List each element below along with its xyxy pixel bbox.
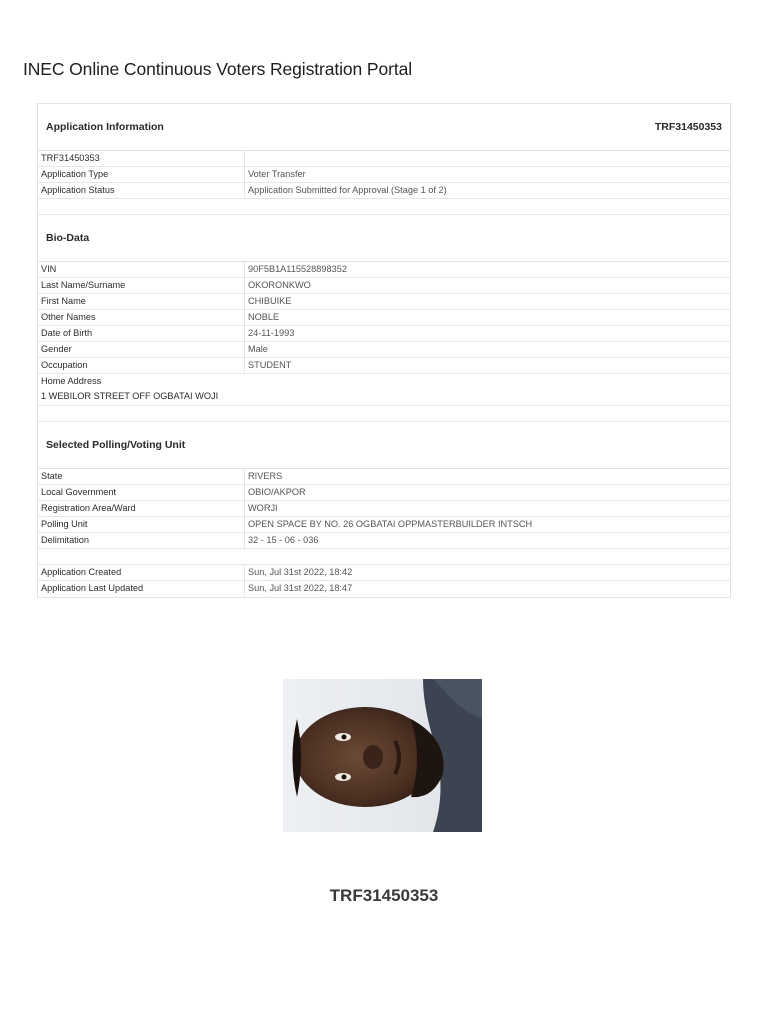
application-status-label: Application Status: [38, 183, 245, 198]
reference-row: [38, 151, 730, 167]
application-reference: TRF31450353: [654, 121, 722, 133]
other-names-label: Other Names: [38, 310, 245, 325]
application-status-value: Application Submitted for Approval (Stage 1 of 2): [248, 185, 447, 195]
applicant-photo: [283, 679, 482, 832]
section-divider: [38, 199, 730, 215]
state-label: State: [38, 469, 245, 484]
surname-value: OKORONKWO: [248, 280, 311, 290]
dob-label: Date of Birth: [38, 326, 245, 341]
surname-label: Last Name/Surname: [38, 278, 245, 293]
table-row: [38, 262, 730, 278]
state-value: RIVERS: [248, 471, 283, 481]
updated-value: Sun, Jul 31st 2022, 18:47: [248, 583, 353, 593]
reference-row-label: TRF31450353: [38, 151, 245, 166]
application-type-value: Voter Transfer: [248, 169, 306, 179]
page-title: INEC Online Continuous Voters Registration Portal: [23, 59, 413, 79]
polling-unit-value: OPEN SPACE BY NO. 26 OGBATAI OPPMASTERBUILDER INTSCH: [248, 519, 533, 529]
occupation-label: Occupation: [38, 358, 245, 373]
table-row: [38, 183, 730, 199]
table-row: [38, 533, 730, 549]
first-name-label: First Name: [38, 294, 245, 309]
table-row: [38, 358, 730, 374]
section-divider: [38, 549, 730, 565]
polling-unit-title: Selected Polling/Voting Unit: [46, 439, 186, 451]
home-address-block: [38, 374, 730, 406]
created-value: Sun, Jul 31st 2022, 18:42: [248, 567, 353, 577]
delimitation-label: Delimitation: [38, 533, 245, 548]
lga-label: Local Government: [38, 485, 245, 500]
table-row: [38, 310, 730, 326]
application-type-label: Application Type: [38, 167, 245, 182]
gender-value: Male: [248, 344, 268, 354]
table-row: [38, 501, 730, 517]
table-row: [38, 342, 730, 358]
ward-value: WORJI: [248, 503, 278, 513]
home-address-value: 1 WEBILOR STREET OFF OGBATAI WOJI: [41, 391, 219, 401]
vin-value: 90F5B1A115528898352: [248, 264, 347, 274]
table-row: [38, 278, 730, 294]
table-row: [38, 294, 730, 310]
dob-value: 24-11-1993: [248, 328, 295, 338]
lga-value: OBIO/AKPOR: [248, 487, 306, 497]
section-divider: [38, 406, 730, 422]
first-name-value: CHIBUIKE: [248, 296, 292, 306]
applicant-portrait-image: [283, 679, 482, 832]
table-row: [38, 326, 730, 342]
table-row: [38, 565, 730, 581]
ward-label: Registration Area/Ward: [38, 501, 245, 516]
created-label: Application Created: [38, 565, 245, 580]
home-address-label: Home Address: [41, 376, 102, 386]
application-card: [37, 103, 731, 598]
biodata-title: Bio-Data: [46, 232, 90, 244]
table-row: [38, 167, 730, 183]
application-info-header: [38, 104, 730, 151]
table-row: [38, 469, 730, 485]
table-row: [38, 581, 730, 597]
gender-label: Gender: [38, 342, 245, 357]
reference-row-value: [245, 151, 730, 166]
polling-unit-label: Polling Unit: [38, 517, 245, 532]
footer-reference: TRF31450353: [329, 886, 439, 905]
table-row: [38, 485, 730, 501]
table-row: [38, 517, 730, 533]
occupation-value: STUDENT: [248, 360, 292, 370]
biodata-header: [38, 215, 730, 262]
vin-label: VIN: [38, 262, 245, 277]
other-names-value: NOBLE: [248, 312, 280, 322]
updated-label: Application Last Updated: [38, 581, 245, 597]
application-info-title: Application Information: [46, 121, 164, 133]
delimitation-value: 32 - 15 - 06 - 036: [248, 535, 319, 545]
polling-unit-header: [38, 422, 730, 469]
